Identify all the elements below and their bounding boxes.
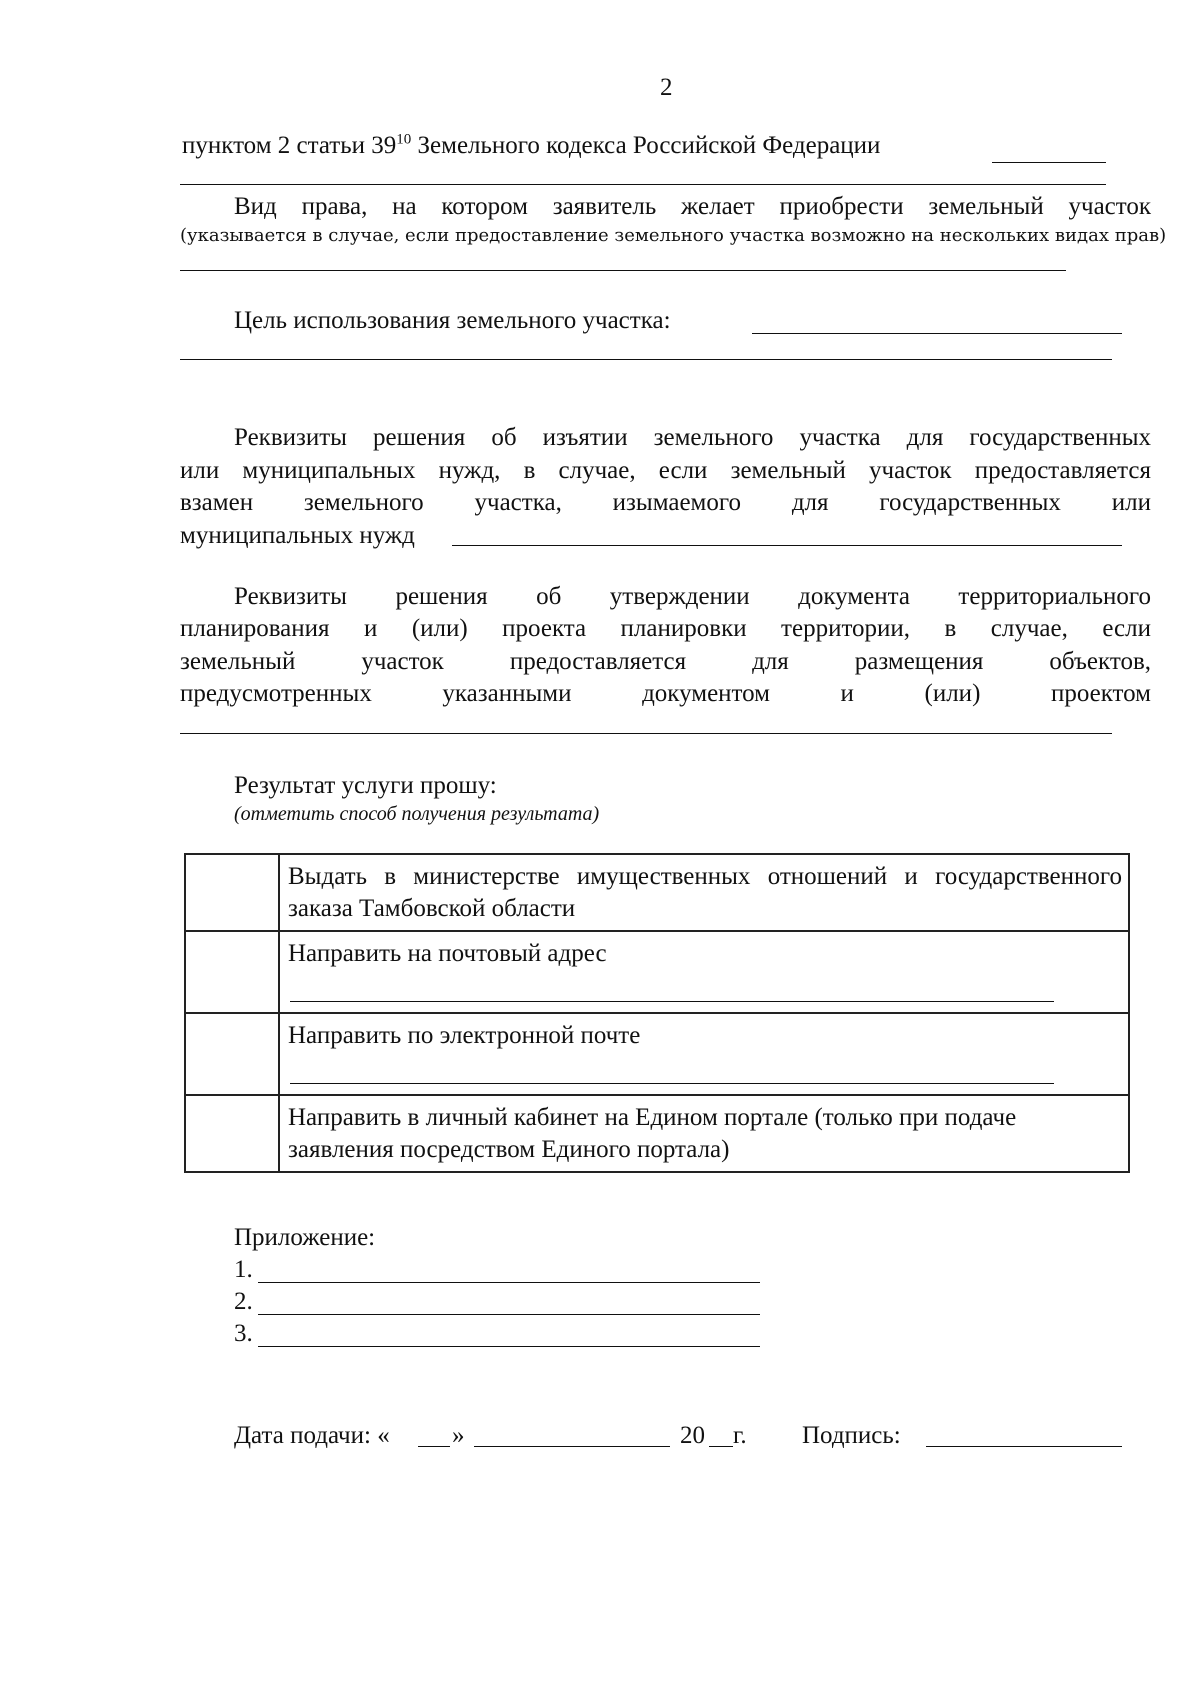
purpose-blank-line[interactable] bbox=[752, 333, 1122, 334]
option-2-label: Направить на почтовый адрес bbox=[288, 940, 607, 967]
option-2-checkbox[interactable] bbox=[185, 931, 279, 1013]
year-prefix: 20 bbox=[680, 1422, 705, 1449]
attachments-heading: Приложение: bbox=[234, 1224, 376, 1251]
withdrawal-line-2: или муниципальных нужд, в случае, если земельный участок предоставляется bbox=[180, 457, 1151, 484]
option-1-checkbox[interactable] bbox=[185, 854, 279, 931]
intro-text: пунктом 2 статьи 39 bbox=[182, 132, 397, 159]
date-label: Дата подачи: « bbox=[234, 1422, 390, 1449]
result-option-row bbox=[185, 1095, 1129, 1172]
year-line[interactable] bbox=[709, 1446, 733, 1447]
purpose-blank-line-2[interactable] bbox=[180, 359, 1112, 360]
purpose-label: Цель использования земельного участка: bbox=[234, 307, 671, 334]
result-heading: Результат услуги прошу: bbox=[234, 772, 497, 799]
right-kind-text: Вид права, на котором заявитель желает приобрести земельный участок bbox=[234, 193, 1151, 220]
withdrawal-line-4: муниципальных нужд bbox=[180, 522, 415, 549]
signature-line[interactable] bbox=[926, 1446, 1122, 1447]
planning-line-4: предусмотренных указанными документом и (или) проектом bbox=[180, 680, 1151, 707]
option-4-checkbox[interactable] bbox=[185, 1095, 279, 1172]
withdrawal-line-1: Реквизиты решения об изъятии земельного участка для государственных bbox=[234, 424, 1151, 451]
planning-line-2: планирования и (или) проекта планировки территории, в случае, если bbox=[180, 615, 1151, 642]
date-quote-close: » bbox=[452, 1422, 465, 1449]
option-3-checkbox[interactable] bbox=[185, 1013, 279, 1095]
postal-address-blank-line[interactable] bbox=[290, 1001, 1054, 1002]
right-kind-blank-line[interactable] bbox=[180, 270, 1066, 271]
withdrawal-line-3: взамен земельного участка, изымаемого для государственных или bbox=[180, 489, 1151, 516]
option-1-cell bbox=[279, 854, 1129, 931]
signature-label: Подпись: bbox=[802, 1422, 901, 1449]
result-option-row bbox=[185, 1013, 1129, 1095]
planning-blank-line[interactable] bbox=[180, 733, 1112, 734]
intro-blank-line[interactable] bbox=[992, 162, 1106, 163]
attachment-2-line[interactable] bbox=[258, 1314, 760, 1315]
result-options-table bbox=[184, 853, 1130, 1173]
year-suffix: г. bbox=[733, 1422, 747, 1449]
result-option-row bbox=[185, 931, 1129, 1013]
withdrawal-blank-line[interactable] bbox=[452, 545, 1122, 546]
intro-line bbox=[182, 130, 880, 162]
page-number: 2 bbox=[660, 74, 673, 101]
option-1-label: Выдать в министерстве имущественных отношений и государственного заказа Тамбовской области bbox=[288, 863, 1122, 922]
date-day-line[interactable] bbox=[418, 1446, 450, 1447]
option-4-label: Направить в личный кабинет на Едином портале (только при подаче заявления посредством Единого портала) bbox=[288, 1104, 1017, 1163]
attachment-item-3: 3. bbox=[234, 1320, 253, 1347]
intro-blank-line-2[interactable] bbox=[180, 184, 1106, 185]
option-3-cell bbox=[279, 1013, 1129, 1095]
result-option-row bbox=[185, 854, 1129, 931]
attachment-item-2: 2. bbox=[234, 1288, 253, 1315]
attachment-item-1: 1. bbox=[234, 1256, 253, 1283]
attachment-3-line[interactable] bbox=[258, 1346, 760, 1347]
option-3-label: Направить по электронной почте bbox=[288, 1022, 641, 1049]
planning-line-3: земельный участок предоставляется для размещения объектов, bbox=[180, 648, 1151, 675]
article-superscript: 10 bbox=[396, 131, 412, 148]
option-4-cell bbox=[279, 1095, 1129, 1172]
right-kind-note: (указывается в случае, если предоставление земельного участка возможно на нескольких видах прав) bbox=[180, 225, 1167, 246]
date-month-line[interactable] bbox=[474, 1446, 670, 1447]
option-2-cell bbox=[279, 931, 1129, 1013]
result-hint: (отметить способ получения результата) bbox=[234, 803, 600, 825]
attachment-1-line[interactable] bbox=[258, 1282, 760, 1283]
planning-line-1: Реквизиты решения об утверждении документа территориального bbox=[234, 583, 1151, 610]
email-blank-line[interactable] bbox=[290, 1083, 1054, 1084]
intro-text-after: Земельного кодекса Российской Федерации bbox=[411, 132, 881, 159]
